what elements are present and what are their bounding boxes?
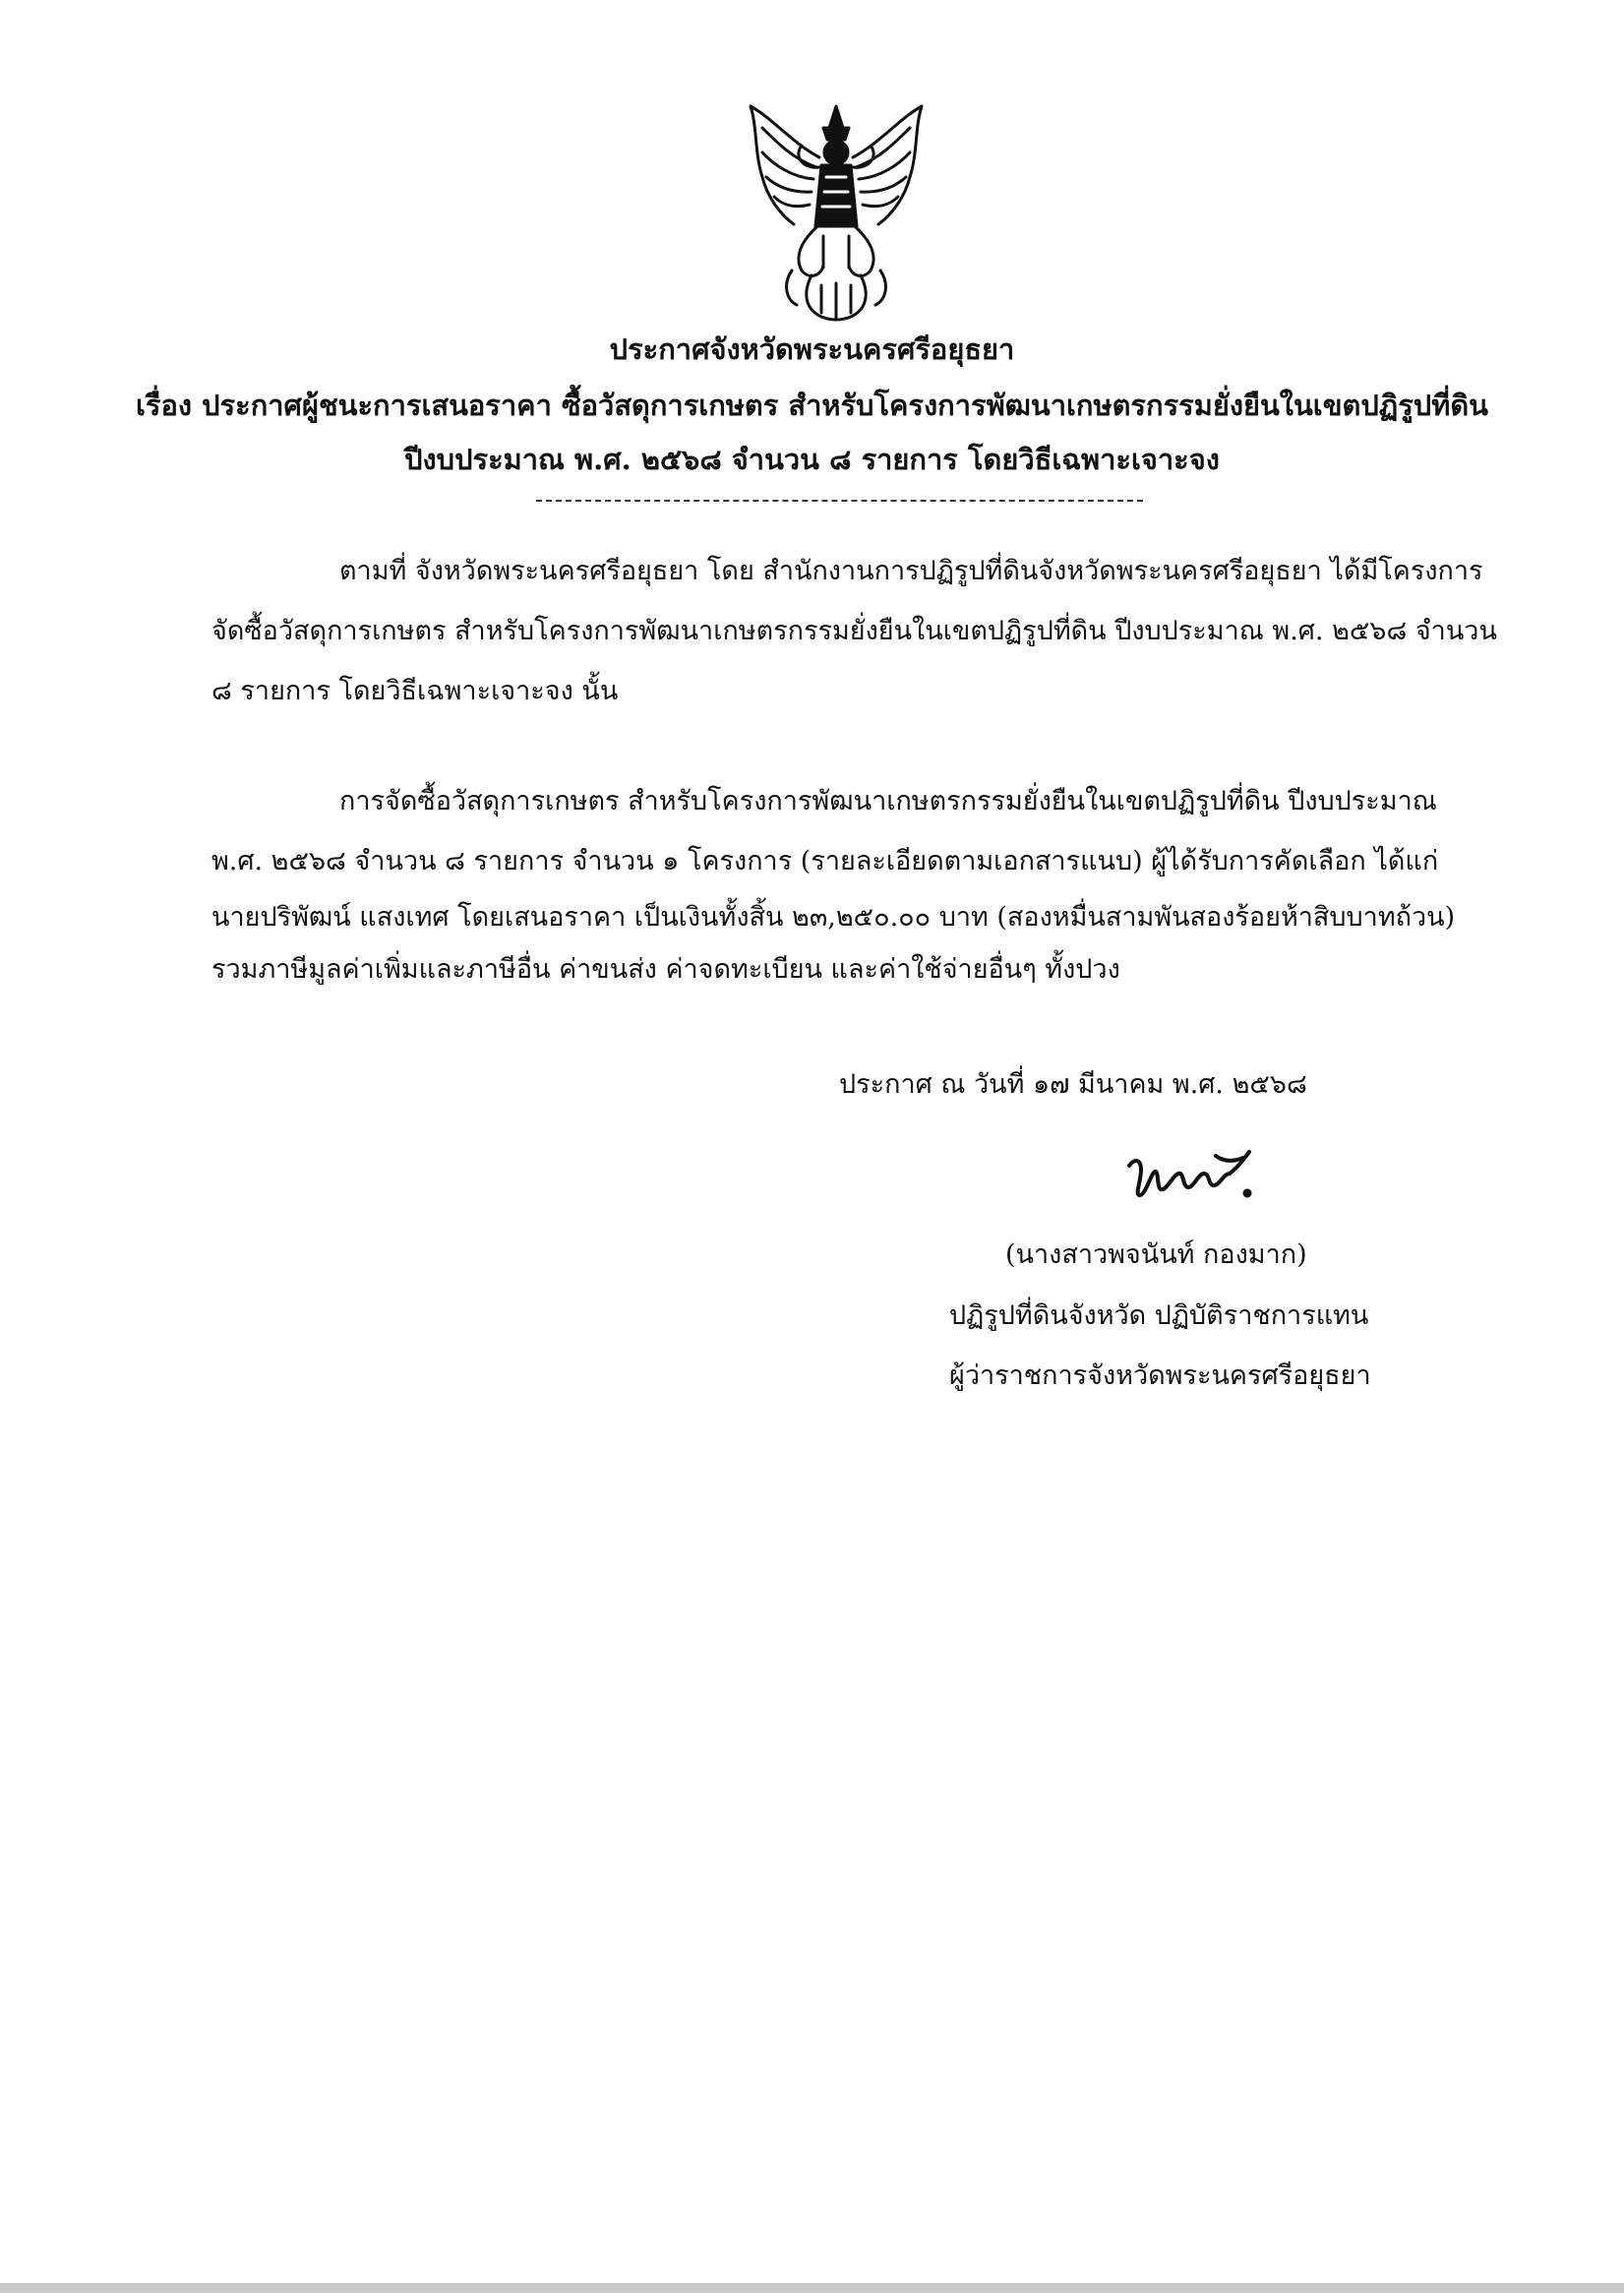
signer-position-line-2: ผู้ว่าราชการจังหวัดพระนครศรีอยุธยา [949,1360,1371,1391]
paragraph-2-line-3: นายปริพัฒน์ แสงเทศ โดยเสนอราคา เป็นเงินทั้งสิ้น ๒๓,๒๕๐.๐๐ บาท (สองหมื่นสามพันสองร้อยห้าสิบบาทถ้วน) [211,902,1456,933]
document-title: ประกาศจังหวัดพระนครศรีอยุธยา [609,332,1015,366]
document-subject-line-2: ปีงบประมาณ พ.ศ. ๒๕๖๘ จำนวน ๘ รายการ โดยวิธีเฉพาะเจาะจง [404,443,1220,476]
paragraph-1-line-2: จัดซื้อวัสดุการเกษตร สำหรับโครงการพัฒนาเกษตรกรรมยั่งยืนในเขตปฏิรูปที่ดิน ปีงบประมาณ พ.ศ. ๒๕๖๘ จำนวน [211,616,1497,646]
scan-bottom-edge [0,2283,1624,2293]
paragraph-1-line-3: ๘ รายการ โดยวิธีเฉพาะเจาะจง นั้น [211,676,619,706]
paragraph-2-line-4: รวมภาษีมูลค่าเพิ่มและภาษีอื่น ค่าขนส่ง ค่าจดทะเบียน และค่าใช้จ่ายอื่นๆ ทั้งปวง [211,954,1120,985]
paragraph-2-line-1: การจัดซื้อวัสดุการเกษตร สำหรับโครงการพัฒนาเกษตรกรรมยั่งยืนในเขตปฏิรูปที่ดิน ปีงบประมาณ [339,786,1437,816]
title-separator [536,500,1143,502]
paragraph-2-line-2: พ.ศ. ๒๕๖๘ จำนวน ๘ รายการ จำนวน ๑ โครงการ (รายละเอียดตามเอกสารแนบ) ผู้ได้รับการคัดเลือก ได้แก่ [211,846,1439,876]
announcement-date: ประกาศ ณ วันที่ ๑๗ มีนาคม พ.ศ. ๒๕๖๘ [839,1069,1307,1100]
paragraph-1-line-1: ตามที่ จังหวัดพระนครศรีอยุธยา โดย สำนักงานการปฏิรูปที่ดินจังหวัดพระนครศรีอยุธยา ได้มีโครงการ [339,556,1483,586]
document-subject-line-1: เรื่อง ประกาศผู้ชนะการเสนอราคา ซื้อวัสดุการเกษตร สำหรับโครงการพัฒนาเกษตรกรรมยั่งยืนในเขตปฏิรูปที่ดิน [135,389,1488,422]
garuda-emblem-icon [733,98,939,330]
signer-name: (นางสาวพจนันท์ กองมาก) [1005,1239,1307,1270]
signer-position-line-1: ปฏิรูปที่ดินจังหวัด ปฏิบัติราชการแทน [949,1300,1369,1331]
handwritten-signature-icon [1121,1144,1259,1213]
